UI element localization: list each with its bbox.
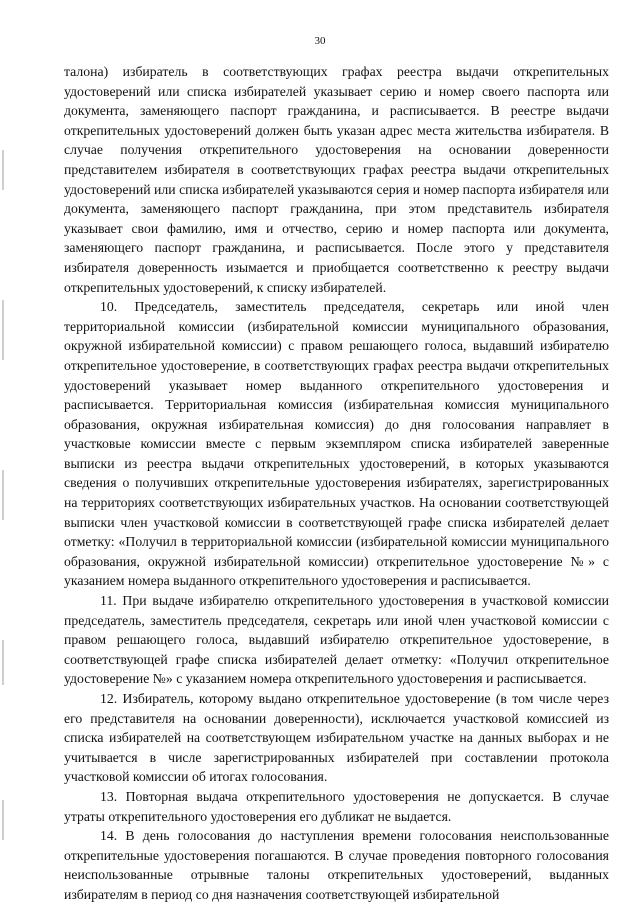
body-text xyxy=(64,62,609,905)
scan-margin-mark xyxy=(2,300,4,360)
scan-margin-mark xyxy=(2,640,4,685)
paragraph-14: 14. В день голосования до наступления времени голосования неиспользованные открепительные удостоверения погашаются. В случае проведения повторного голосования неиспользованные отрывные талоны открепительных удостоверений, выданных избирателям в период со дня назначения соответствующей избирательной xyxy=(64,828,609,902)
scan-margin-mark xyxy=(2,150,4,190)
paragraph-13: 13. Повторная выдача открепительного удостоверения не допускается. В случае утраты открепительного удостоверения его дубликат не выдается. xyxy=(64,788,609,824)
scan-margin-mark xyxy=(2,800,4,840)
paragraph-continuation: талона) избиратель в соответствующих графах реестра выдачи открепительных удостоверений или списка избирателей указывает серию и номер своего паспорта или документа, заменяющего паспорт гражданина, и расписывается. В реестре выдачи открепительных удостоверений должен быть указан адрес места жительства избирателя. В случае получения открепительного удостоверения на основании доверенности представителем избирателя в соответствующих графах реестра выдачи открепительных удостоверений или списка избирателей указываются серия и номер паспорта избирателя или документа, заменяющего паспорт гражданина, при этом представитель избирателя указывает свои фамилию, имя и отчество, серию и номер паспорта или документа, заменяющего паспорт гражданина, и расписывается. После этого у представителя избирателя доверенность изымается и приобщается соответственно к реестру выдачи открепительных удостоверений, к списку избирателей. xyxy=(64,64,609,295)
paragraph-11: 11. При выдаче избирателю открепительного удостоверения в участковой комиссии председатель, заместитель председателя, секретарь или иной член участковой комиссии с правом решающего голоса, выдавший избирателю открепительное удостоверение, в соответствующей графе списка избирателей делает отметку: «Получил открепительное удостоверение №» с указанием номера открепительного удостоверения и расписывается. xyxy=(64,593,609,687)
scan-margin-mark xyxy=(2,470,4,520)
page-number: 30 xyxy=(314,35,326,47)
paragraph-12: 12. Избиратель, которому выдано открепительное удостоверение (в том числе через его представителя на основании доверенности), исключается участковой комиссией из списка избирателей на соответствующем избирательном участке на данных выборах и не учитывается в числе зарегистрированных избирателей при составлении протокола участковой комиссии об итогах голосования. xyxy=(64,691,609,785)
paragraph-10: 10. Председатель, заместитель председателя, секретарь или иной член территориальной комиссии (избирательной комиссии муниципального образования, окружной избирательной комиссии) с правом решающего голоса, выдавший избирателю открепительное удостоверение, в соответствующих графах реестра выдачи открепительных удостоверений указывает номер выданного открепительного удостоверения и расписывается. Территориальная комиссия (избирательная комиссия муниципального образования, окружная избирательная комиссия) до дня голосования направляет в участковые комиссии вместе с первым экземпляром списка избирателей заверенные выписки из реестра выдачи открепительных удостоверений, в которых указываются сведения о получивших открепительные удостоверения избирателях, зарегистрированных на территориях соответствующих избирательных участков. На основании соответствующей выписки член участковой комиссии в соответствующей графе списка избирателей делает отметку: «Получил в территориальной комиссии (избирательной комиссии муниципального образования, окружной избирательной комиссии) открепительное удостоверение №» с указанием номера выданного открепительного удостоверения и расписывается. xyxy=(64,299,609,589)
